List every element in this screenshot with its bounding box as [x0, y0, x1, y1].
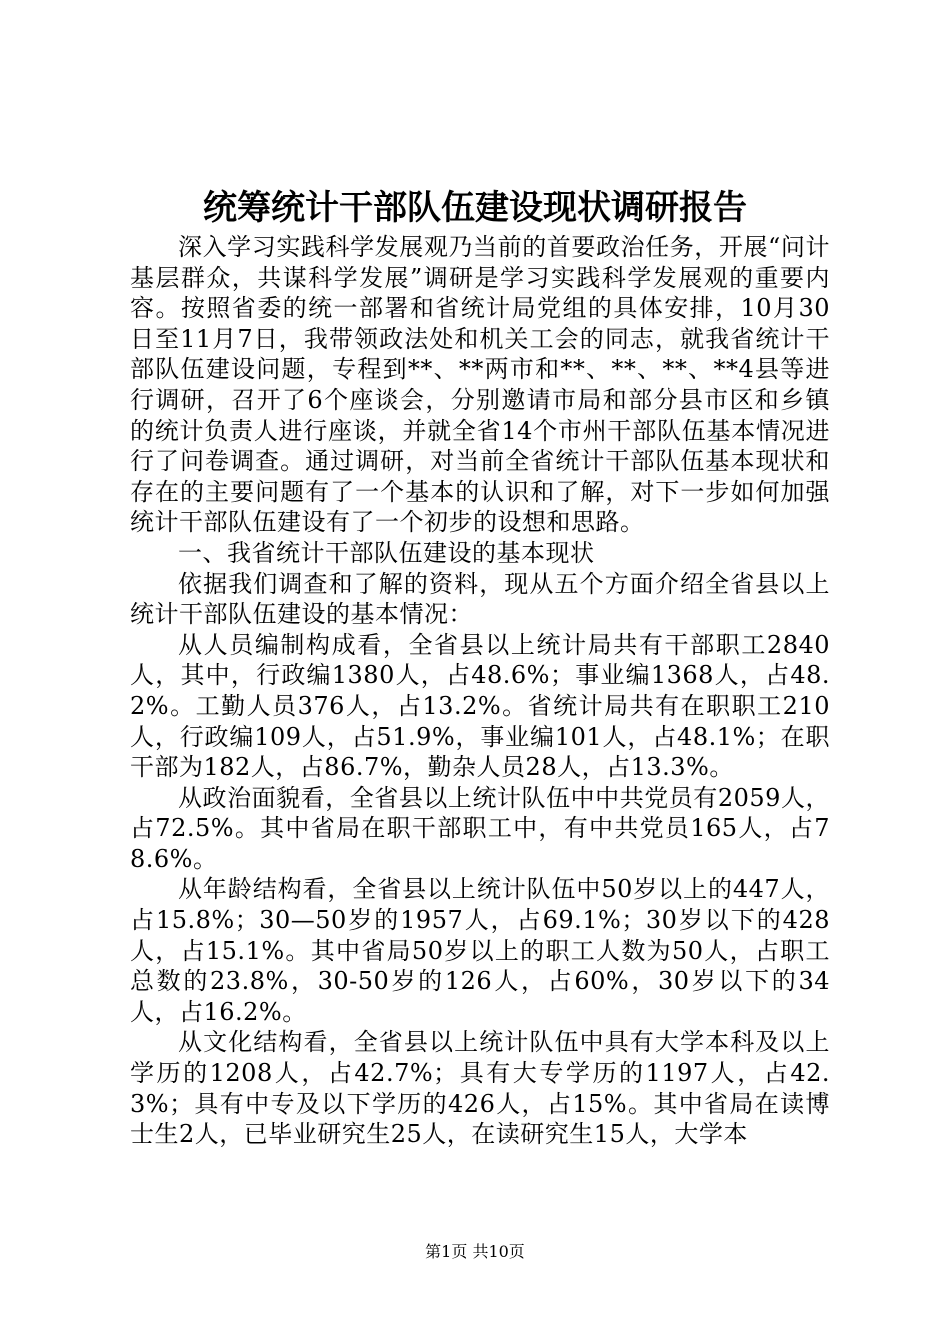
page-number-footer: 第1页 共10页	[425, 1242, 525, 1261]
paragraph-intro: 深入学习实践科学发展观乃当前的首要政治任务，开展“问计基层群众，共谋科学发展”调研是学习实践科学发展观的重要内容。按照省委的统一部署和省统计局党组的具体安排，10月30日至11月7日，我带领政法处和机关工会的同志，就我省统计干部队伍建设问题，专程到**、**两市和**、**、**、**4县等进行调研，召开了6个座谈会，分别邀请市局和部分县市区和乡镇的统计负责人进行座谈，并就全省14个市州干部队伍基本情况进行了问卷调查。通过调研，对当前全省统计干部队伍基本现状和存在的主要问题有了一个基本的认识和了解，对下一步如何加强统计干部队伍建设有了一个初步的设想和思路。	[130, 233, 830, 537]
paragraph-overview: 依据我们调查和了解的资料，现从五个方面介绍全省县以上统计干部队伍建设的基本情况：	[130, 569, 830, 629]
paragraph-education: 从文化结构看，全省县以上统计队伍中具有大学本科及以上学历的1208人，占42.7%；具有大专学历的1197人，占42.3%；具有中专及以下学历的426人，占15%。其中省局在读博士生2人，已毕业研究生25人，在读研究生15人，大学本	[130, 1028, 830, 1149]
paragraph-staffing: 从人员编制构成看，全省县以上统计局共有干部职工2840人，其中，行政编1380人，占48.6%；事业编1368人，占48.2%。工勤人员376人，占13.2%。省统计局共有在职职工210人，行政编109人，占51.9%，事业编101人，占48.1%；在职干部为182人，占86.7%，勤杂人员28人，占13.3%。	[130, 630, 830, 782]
document-title: 统筹统计干部队伍建设现状调研报告	[203, 188, 747, 228]
paragraph-political: 从政治面貌看，全省县以上统计队伍中中共党员有2059人，占72.5%。其中省局在职干部职工中，有中共党员165人，占78.6%。	[130, 783, 830, 873]
section-heading-1: 一、我省统计干部队伍建设的基本现状	[178, 538, 595, 567]
document-body	[130, 232, 830, 1150]
paragraph-age: 从年龄结构看，全省县以上统计队伍中50岁以上的447人，占15.8%；30—50岁的1957人，占69.1%；30岁以下的428人，占15.1%。其中省局50岁以上的职工人数为50人，占职工总数的23.8%，30-50岁的126人，占60%，30岁以下的34人，占16.2%。	[130, 875, 830, 1026]
